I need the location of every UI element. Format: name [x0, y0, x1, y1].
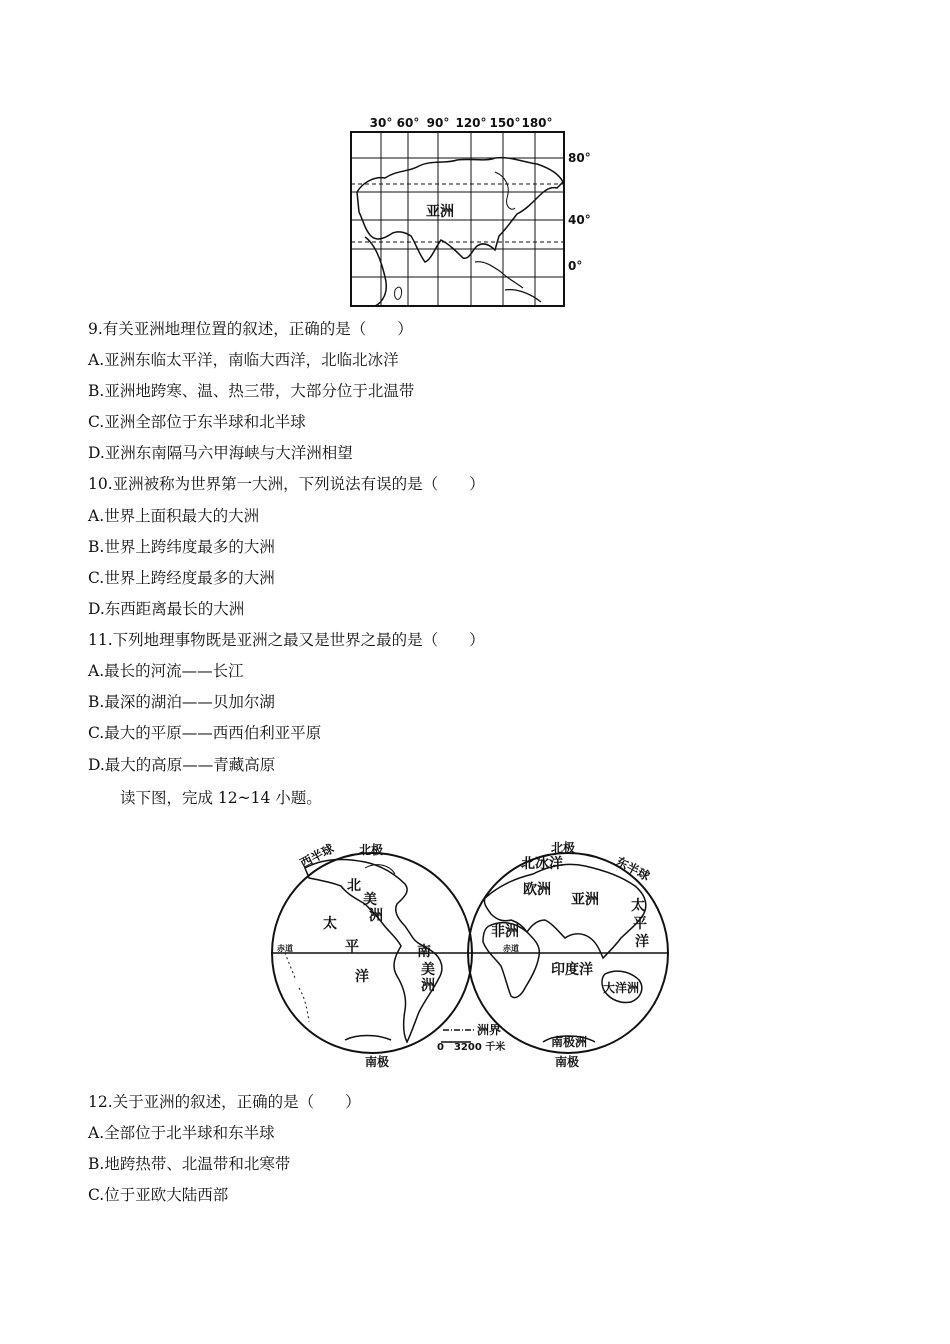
q9-option-b: B.亚洲地跨寒、温、热三带，大部分位于北温带 — [88, 382, 415, 400]
lat-label-80: 80° — [568, 151, 591, 165]
lon-label-180: 180° — [521, 116, 553, 130]
north-pole-label-west: 北极 — [359, 843, 384, 857]
q11-option-c: C.最大的平原——西西伯利亚平原 — [88, 724, 322, 742]
q11-option-d: D.最大的高原——青藏高原 — [88, 756, 276, 774]
q12-option-c: C.位于亚欧大陆西部 — [88, 1186, 229, 1204]
q10-option-d: D.东西距离最长的大洲 — [88, 600, 245, 618]
pacific-label-1: 太 — [323, 916, 337, 932]
east-pacific-label-2: 平 — [633, 916, 647, 932]
west-hemisphere-label: 西半球 — [297, 841, 337, 871]
q10-option-c: C.世界上跨经度最多的大洲 — [88, 569, 275, 587]
lon-label-120: 120° — [455, 116, 487, 130]
north-america-label-2: 美 — [363, 892, 377, 908]
south-pole-label-west: 南极 — [365, 1055, 390, 1069]
east-pacific-label-3: 洋 — [635, 934, 649, 950]
east-hemisphere-label: 东半球 — [613, 854, 652, 884]
pacific-label-3: 洋 — [355, 969, 369, 985]
asia-label: 亚洲 — [426, 204, 454, 220]
q9-stem: 9.有关亚洲地理位置的叙述，正确的是（ ） — [88, 320, 413, 338]
q9-option-a: A.亚洲东临太平洋，南临大西洋，北临北冰洋 — [88, 351, 399, 369]
asia-grid-map — [345, 112, 605, 312]
q9-option-d: D.亚洲东南隔马六甲海峡与大洋洲相望 — [88, 444, 353, 462]
africa-label: 非洲 — [491, 924, 519, 940]
antarctica-label: 南极洲 — [551, 1035, 588, 1049]
equator-label-west: 赤道 — [277, 944, 293, 953]
europe-label: 欧洲 — [523, 882, 551, 898]
arctic-label: 北冰洋 — [521, 856, 563, 872]
north-america-label-3: 洲 — [369, 908, 383, 924]
oceania-label: 大洋洲 — [603, 981, 640, 995]
lon-label-60: 60° — [396, 116, 420, 130]
north-pole-label-east: 北极 — [551, 841, 576, 855]
q12-option-b: B.地跨热带、北温带和北寒带 — [88, 1155, 291, 1173]
indian-ocean-label: 印度洋 — [551, 962, 593, 978]
q12-option-a: A.全部位于北半球和东半球 — [88, 1124, 275, 1142]
legend-boundary-label: 洲界 — [477, 1023, 502, 1037]
south-america-label-3: 洲 — [421, 978, 435, 994]
lon-label-90: 90° — [426, 116, 450, 130]
q11-option-b: B.最深的湖泊——贝加尔湖 — [88, 693, 275, 711]
lat-label-0: 0° — [568, 259, 583, 273]
pacific-label-2: 平 — [345, 939, 359, 955]
q11-stem: 11.下列地理事物既是亚洲之最又是世界之最的是（ ） — [88, 631, 485, 649]
lon-label-30: 30° — [369, 116, 393, 130]
asia-hemisphere-label: 亚洲 — [571, 892, 599, 908]
south-america-label-1: 南 — [417, 944, 431, 960]
q12-stem: 12.关于亚洲的叙述，正确的是（ ） — [88, 1093, 361, 1111]
instruction-text: 读下图，完成 12~14 小题。 — [120, 789, 322, 807]
q10-stem: 10.亚洲被称为世界第一大洲，下列说法有误的是（ ） — [88, 475, 485, 493]
lat-label-40: 40° — [568, 213, 591, 227]
south-america-label-2: 美 — [421, 962, 435, 978]
east-pacific-label-1: 太 — [631, 898, 645, 914]
lon-label-150: 150° — [489, 116, 521, 130]
q11-option-a: A.最长的河流——长江 — [88, 662, 244, 680]
hemispheres-map — [265, 828, 685, 1074]
north-america-label-1: 北 — [347, 878, 361, 894]
q10-option-b: B.世界上跨纬度最多的大洲 — [88, 538, 275, 556]
equator-label-east: 赤道 — [503, 944, 519, 953]
q9-option-c: C.亚洲全部位于东半球和北半球 — [88, 413, 306, 431]
q10-option-a: A.世界上面积最大的大洲 — [88, 507, 260, 525]
scale-label: 0 3200 千米 — [437, 1042, 506, 1053]
south-pole-label-east: 南极 — [555, 1055, 580, 1069]
